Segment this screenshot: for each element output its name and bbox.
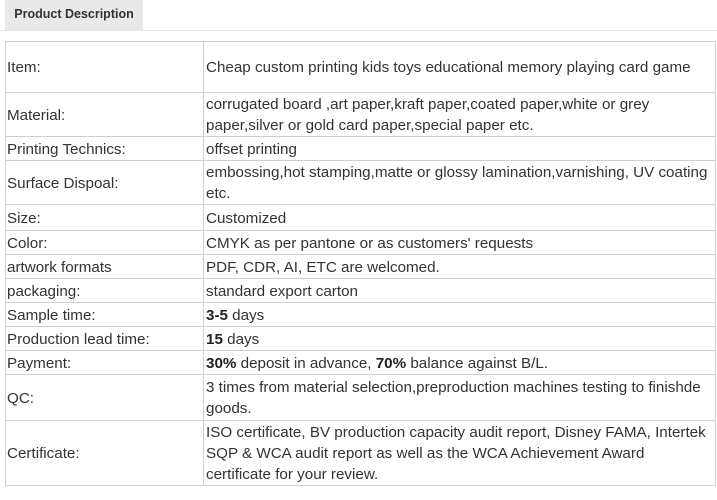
table-row — [6, 93, 716, 137]
table-row — [6, 137, 716, 161]
row-label: Sample time: — [6, 303, 204, 327]
row-value: offset printing — [204, 137, 716, 161]
row-label: QC: — [6, 375, 204, 421]
row-label: Payment: — [6, 351, 204, 375]
value-text: deposit in advance, — [236, 354, 376, 372]
table-row — [6, 375, 716, 421]
row-value — [204, 351, 716, 375]
tab-bar — [0, 0, 717, 31]
table-row — [6, 303, 716, 327]
row-label: Size: — [6, 205, 204, 231]
value-bold: 3-5 — [206, 306, 228, 324]
row-label: Material: — [6, 93, 204, 137]
row-value: embossing,hot stamping,matte or glossy lamination,varnishing, UV coating etc. — [204, 161, 716, 205]
row-value: standard export carton — [204, 279, 716, 303]
row-value: ISO certificate, BV production capacity audit report, Disney FAMA, Intertek SQP & WCA audit report as well as the WCA Achievement Award certificate for your review. — [204, 421, 716, 486]
row-value: PDF, CDR, AI, ETC are welcomed. — [204, 255, 716, 279]
tab-product-description[interactable]: Product Description — [5, 0, 143, 30]
table-row — [6, 255, 716, 279]
value-bold: 70% — [375, 354, 407, 372]
row-label: artwork formats — [6, 255, 204, 279]
table-row — [6, 231, 716, 255]
row-value: corrugated board ,art paper,kraft paper,coated paper,white or grey paper,silver or gold card paper,special paper etc. — [204, 93, 716, 137]
value-text: days — [222, 330, 260, 348]
row-value: Cheap custom printing kids toys educational memory playing card game — [204, 42, 716, 93]
row-label: Production lead time: — [6, 327, 204, 351]
row-label: packaging: — [6, 279, 204, 303]
value-text: days — [227, 306, 265, 324]
table-row — [6, 421, 716, 486]
table-row — [6, 327, 716, 351]
table-row — [6, 42, 716, 93]
row-label: Surface Dispoal: — [6, 161, 204, 205]
row-value: 3 times from material selection,preproduction machines testing to finishde goods. — [204, 375, 716, 421]
row-label: Color: — [6, 231, 204, 255]
product-spec-table — [5, 41, 716, 486]
table-row — [6, 161, 716, 205]
table-row — [6, 205, 716, 231]
row-label: Printing Technics: — [6, 137, 204, 161]
row-value: CMYK as per pantone or as customers' requests — [204, 231, 716, 255]
value-bold: 30% — [206, 354, 237, 372]
table-row — [6, 351, 716, 375]
value-text: balance against B/L. — [406, 354, 548, 372]
row-value — [204, 327, 716, 351]
row-value: Customized — [204, 205, 716, 231]
row-label: Item: — [6, 42, 204, 93]
value-bold: 15 — [206, 330, 223, 348]
row-value — [204, 303, 716, 327]
table-row — [6, 279, 716, 303]
row-label: Certificate: — [6, 421, 204, 486]
